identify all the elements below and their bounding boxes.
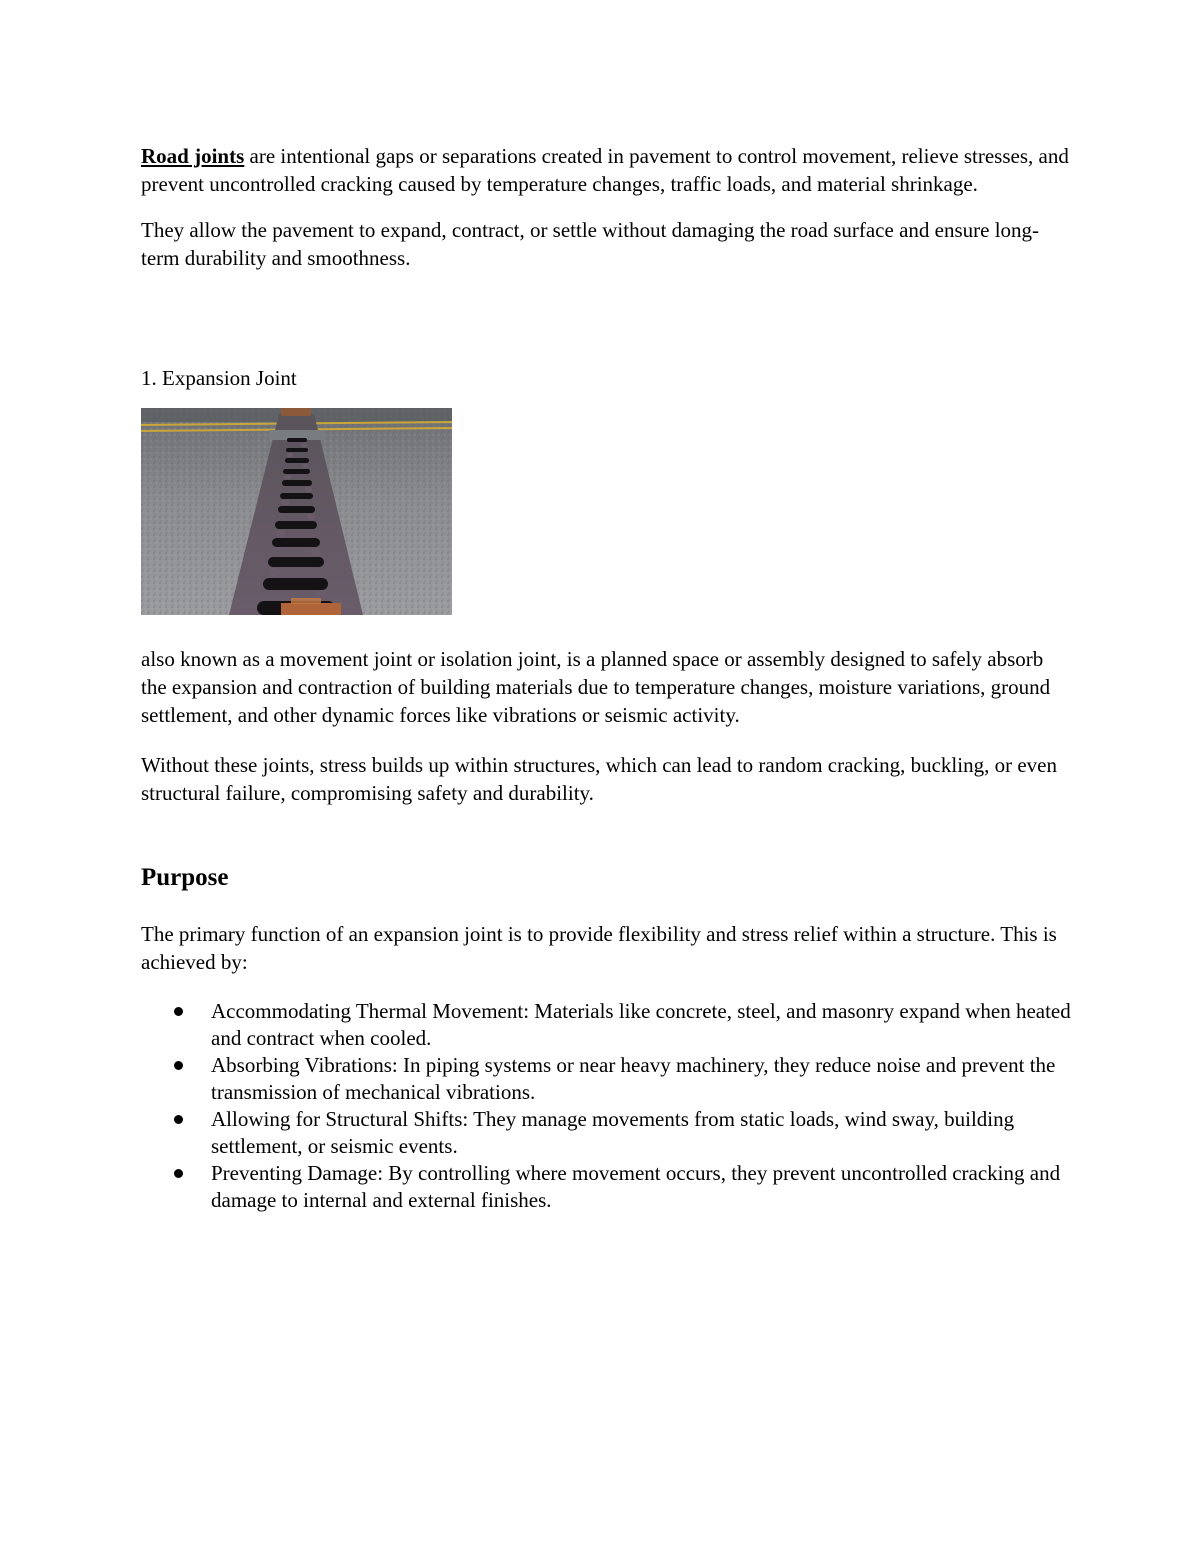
- intro-paragraph: [141, 142, 1071, 198]
- road-joints-definition: are intentional gaps or separations created in pavement to control movement, relieve stresses, and prevent uncontrolled cracking caused by temperature changes, traffic loads, and material shrinkage.: [141, 144, 1069, 196]
- expansion-joint-photo: [141, 408, 452, 615]
- bullet-dot-icon: [174, 1061, 183, 1070]
- bullet-dot-icon: [174, 1115, 183, 1124]
- expansion-joint-description: [141, 645, 1071, 829]
- purpose-section: [141, 920, 1071, 1214]
- bullet-item: [141, 1160, 1071, 1214]
- bullet-text: Absorbing Vibrations: In piping systems or near heavy machinery, they reduce noise and prevent the transmission of mechanical vibrations.: [211, 1053, 1056, 1104]
- road-joints-term: Road joints: [141, 144, 245, 168]
- bullet-text: Allowing for Structural Shifts: They manage movements from static loads, wind sway, building settlement, or seismic events.: [211, 1107, 1015, 1158]
- bullet-item: [141, 1106, 1071, 1160]
- bullet-dot-icon: [174, 1007, 183, 1016]
- purpose-bullet-list: [141, 998, 1071, 1214]
- bullet-item: [141, 998, 1071, 1052]
- expansion-joint-paragraph-2: Without these joints, stress builds up within structures, which can lead to random cracking, buckling, or even structural failure, compromising safety and durability.: [141, 753, 1057, 805]
- expansion-joint-heading: 1. Expansion Joint: [141, 366, 297, 390]
- bullet-text: Accommodating Thermal Movement: Materials like concrete, steel, and masonry expand when heated and contract when cooled.: [211, 999, 1071, 1050]
- intro-second-paragraph: They allow the pavement to expand, contract, or settle without damaging the road surface and ensure long-term durability and smoothness.: [141, 218, 1040, 270]
- bullet-text: Preventing Damage: By controlling where movement occurs, they prevent uncontrolled cracking and damage to internal and external finishes.: [211, 1161, 1061, 1212]
- bullet-item: [141, 1052, 1071, 1106]
- bullet-dot-icon: [174, 1169, 183, 1178]
- purpose-intro: The primary function of an expansion joint is to provide flexibility and stress relief within a structure. This is achieved by:: [141, 922, 1057, 974]
- document-body: [141, 142, 1071, 1212]
- purpose-heading: Purpose: [141, 864, 229, 891]
- expansion-joint-paragraph-1: also known as a movement joint or isolation joint, is a planned space or assembly designed to safely absorb the expansion and contraction of building materials due to temperature changes, moisture variations, ground settlement, and other dynamic forces like vibrations or seismic activity.: [141, 647, 1051, 727]
